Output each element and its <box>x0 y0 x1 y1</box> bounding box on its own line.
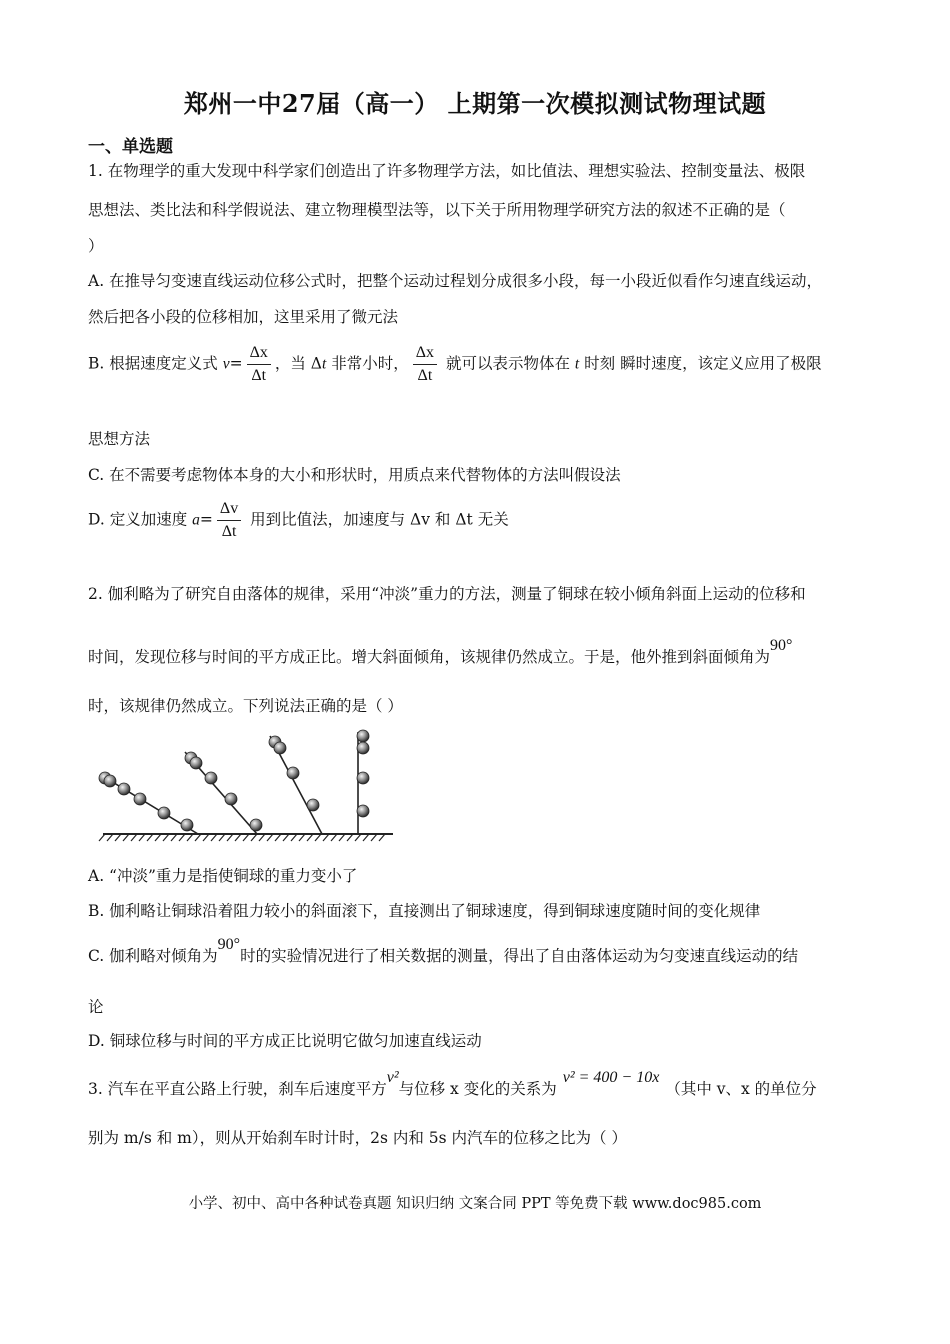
q2-stem-line2-text: 时间，发现位移与时间的平方成正比。增大斜面倾角，该规律仍然成立。于是，他外推到斜面倾角为 <box>88 648 771 666</box>
q1-stem-line1: 1. 在物理学的重大发现中科学家们创造出了许多物理学方法，如比值法、理想实验法、控制变量法、极限 <box>88 162 806 180</box>
copper-ball <box>190 757 202 769</box>
q1-option-a-line2: 然后把各小段的位移相加，这里采用了微元法 <box>88 308 399 326</box>
q3-equation: v² = 400 − 10x <box>562 1069 660 1086</box>
copper-ball <box>134 793 146 805</box>
q2-option-c-post: 时的实验情况进行了相关数据的测量，得出了自由落体运动为匀变速直线运动的结 <box>240 947 799 965</box>
q1-option-b-line2: 思想方法 <box>88 430 151 448</box>
copper-ball <box>205 772 217 784</box>
q1-option-d-a: a <box>192 511 200 529</box>
fraction-denominator: Δt <box>251 367 267 384</box>
q1-option-b-eq: = <box>229 354 243 373</box>
q1-option-d-post: 用到比值法，加速度与 Δv 和 Δt 无关 <box>245 510 509 529</box>
q1-option-d-fraction <box>217 500 241 541</box>
q2-option-a: A. “冲淡”重力是指使铜球的重力变小了 <box>88 867 358 885</box>
q1-option-b-mid2: 非常小时， <box>326 354 409 373</box>
fraction-denominator: Δt <box>417 367 433 384</box>
q1-option-d <box>88 500 509 541</box>
q1-stem-line3: ） <box>88 237 104 255</box>
q1-stem-line2: 思想法、类比法和科学假说法、建立物理模型法等，以下关于所用物理学研究方法的叙述不正确的是（ <box>88 201 786 219</box>
copper-ball <box>357 772 369 784</box>
q2-option-b: B. 伽利略让铜球沿着阻力较小的斜面滚下，直接测出了铜球速度，得到铜球速度随时间的变化规律 <box>88 902 761 920</box>
copper-ball <box>118 783 130 795</box>
q1-option-b-t2: t <box>574 355 580 373</box>
q1-option-b-line1 <box>88 344 822 385</box>
fraction-numerator: Δv <box>217 500 241 521</box>
q2-option-c-line1 <box>88 936 799 967</box>
copper-balls <box>99 730 369 831</box>
copper-ball <box>274 742 286 754</box>
fraction-numerator: Δx <box>413 344 437 365</box>
q1-option-b-t: t <box>322 355 327 373</box>
q1-option-d-prefix: D. 定义加速度 <box>88 510 193 529</box>
q2-stem-line1: 2. 伽利略为了研究自由落体的规律，采用“冲淡”重力的方法，测量了铜球在较小倾角斜面上运动的位移和 <box>88 585 806 603</box>
section-heading: 一、单选题 <box>88 137 173 157</box>
copper-ball <box>225 793 237 805</box>
q2-option-c-angle: 90° <box>217 936 241 953</box>
fraction-numerator: Δx <box>247 344 271 365</box>
q3-mid: 与位移 x 变化的关系为 <box>398 1080 557 1098</box>
q1-option-a-line1: A. 在推导匀变速直线运动位移公式时，把整个运动过程划分成很多小段，每一小段近似看作匀速直线运动， <box>88 272 823 290</box>
copper-ball <box>181 819 193 831</box>
q3-stem-line2: 别为 m/s 和 m），则从开始刹车时计时，2s 内和 5s 内汽车的位移之比为（ ） <box>88 1129 627 1147</box>
footer-watermark: 小学、初中、高中各种试卷真题 知识归纳 文案合同 PPT 等免费下载 www.doc985.com <box>188 1196 762 1212</box>
q1-option-b-v: v <box>222 355 230 373</box>
q1-option-b-post1: 就可以表示物体在 <box>441 354 575 373</box>
q2-option-c-line2: 论 <box>88 998 104 1016</box>
page-title: 郑州一中27届（高一） 上期第一次模拟测试物理试题 <box>183 89 767 118</box>
ground-line <box>99 834 393 841</box>
q3-stem-line1 <box>88 1069 817 1100</box>
fraction-denominator: Δt <box>221 523 237 540</box>
q2-option-d: D. 铜球位移与时间的平方成正比说明它做匀加速直线运动 <box>88 1032 482 1050</box>
q3-v-squared: v² <box>386 1069 399 1086</box>
q1-option-b-fraction-1 <box>247 344 271 385</box>
q1-option-c: C. 在不需要考虑物体本身的大小和形状时，用质点来代替物体的方法叫假设法 <box>88 466 621 484</box>
copper-ball <box>104 775 116 787</box>
q1-option-b-prefix: B. 根据速度定义式 <box>88 354 223 373</box>
q1-option-b-fraction-2 <box>413 344 437 385</box>
q3-post: （其中 v、x 的单位分 <box>665 1080 817 1098</box>
copper-ball <box>307 799 319 811</box>
q2-angle-90: 90° <box>770 637 793 654</box>
q2-stem-line3: 时，该规律仍然成立。下列说法正确的是（ ） <box>88 697 403 715</box>
copper-ball <box>357 805 369 817</box>
q2-option-c-prefix: C. 伽利略对倾角为 <box>88 947 218 965</box>
galileo-inclined-plane-figure <box>95 728 400 848</box>
q1-option-b-post2: 时刻 瞬时速度，该定义应用了极限 <box>579 354 822 373</box>
copper-ball <box>357 742 369 754</box>
copper-ball <box>250 819 262 831</box>
q3-prefix: 3. 汽车在平直公路上行驶，刹车后速度平方 <box>88 1080 387 1098</box>
copper-ball <box>287 767 299 779</box>
copper-ball <box>357 730 369 742</box>
q1-option-d-eq: = <box>199 510 213 529</box>
copper-ball <box>158 807 170 819</box>
q2-stem-line2 <box>88 637 793 668</box>
q1-option-b-mid1: ，当 Δ <box>274 354 322 373</box>
